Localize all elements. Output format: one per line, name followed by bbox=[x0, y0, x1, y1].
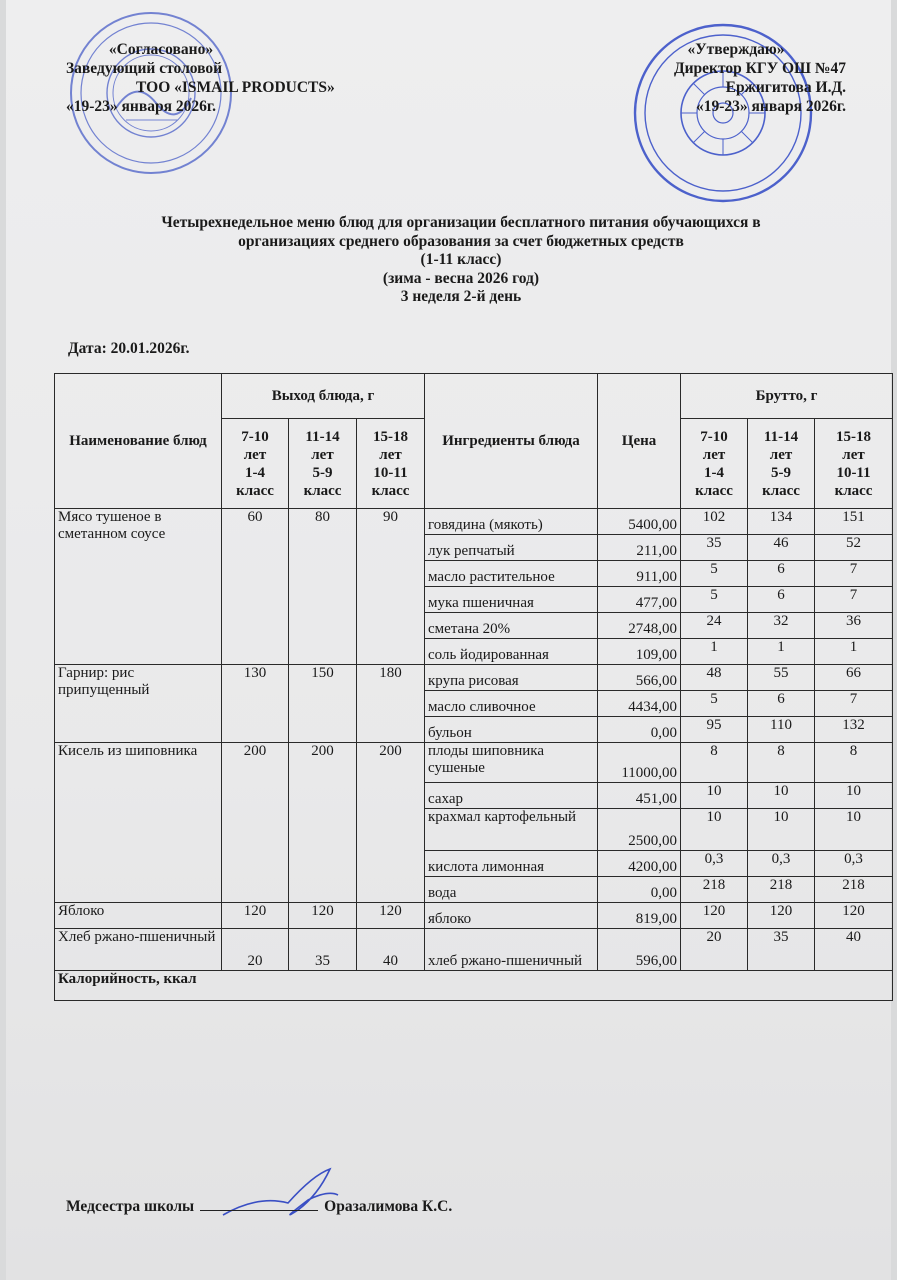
ingredient-gross: 35 bbox=[681, 535, 748, 561]
ingredient-gross: 8 bbox=[748, 743, 815, 783]
approval-left bbox=[66, 40, 335, 116]
ingredient-gross: 151 bbox=[815, 509, 893, 535]
age-age: 7-10 bbox=[700, 428, 728, 445]
ingredient-gross: 218 bbox=[748, 877, 815, 903]
ingredient-gross: 40 bbox=[815, 929, 893, 971]
approval-right-line1: «Утверждаю» bbox=[687, 41, 785, 58]
table-row bbox=[55, 743, 893, 783]
ingredient-gross: 6 bbox=[748, 561, 815, 587]
col-yield-header: Выход блюда, г bbox=[222, 374, 425, 419]
ingredient-price: 109,00 bbox=[598, 639, 681, 665]
ingredient-gross: 8 bbox=[681, 743, 748, 783]
ingredient-price: 4200,00 bbox=[598, 851, 681, 877]
col-price-header: Цена bbox=[598, 374, 681, 509]
ingredient-gross: 110 bbox=[748, 717, 815, 743]
ingredient-gross: 218 bbox=[815, 877, 893, 903]
calories-row bbox=[55, 971, 893, 1001]
approval-right-line2: Директор КГУ ОШ №47 bbox=[673, 60, 846, 77]
age-cls: класс bbox=[834, 482, 873, 499]
dish-name: Гарнир: рис припущенный bbox=[55, 665, 222, 743]
age-unit: лет bbox=[311, 446, 334, 463]
footer-name: Оразалимова К.С. bbox=[324, 1198, 453, 1215]
ingredient-price: 0,00 bbox=[598, 717, 681, 743]
age-unit: лет bbox=[702, 446, 726, 463]
age-cls: класс bbox=[371, 482, 410, 499]
ingredient-gross: 7 bbox=[815, 691, 893, 717]
ingredient-price: 11000,00 bbox=[598, 743, 681, 783]
ingredient-name: плоды шиповника сушеные bbox=[425, 743, 598, 783]
ingredient-name: бульон bbox=[425, 717, 598, 743]
ingredient-gross: 132 bbox=[815, 717, 893, 743]
dish-yield: 35 bbox=[289, 929, 357, 971]
age-unit: лет bbox=[769, 446, 793, 463]
approval-left-line1: «Согласовано» bbox=[108, 41, 214, 58]
ingredient-price: 911,00 bbox=[598, 561, 681, 587]
age-cls: класс bbox=[695, 482, 733, 499]
ingredient-name: хлеб ржано-пшеничный bbox=[425, 929, 598, 971]
ingredient-gross: 10 bbox=[681, 809, 748, 851]
ingredient-name: масло сливочное bbox=[425, 691, 598, 717]
ingredient-price: 451,00 bbox=[598, 783, 681, 809]
ingredient-gross: 32 bbox=[748, 613, 815, 639]
ingredient-name: мука пшеничная bbox=[425, 587, 598, 613]
ingredient-gross: 10 bbox=[815, 783, 893, 809]
age-grade: 10-11 bbox=[373, 464, 408, 481]
ingredient-gross: 36 bbox=[815, 613, 893, 639]
ingredient-price: 0,00 bbox=[598, 877, 681, 903]
ingredient-gross: 10 bbox=[815, 809, 893, 851]
ingredient-name: крахмал картофельный bbox=[425, 809, 598, 851]
dish-yield: 120 bbox=[357, 903, 425, 929]
ingredient-name: масло растительное bbox=[425, 561, 598, 587]
ingredient-gross: 1 bbox=[815, 639, 893, 665]
dish-yield: 180 bbox=[357, 665, 425, 743]
dish-yield: 200 bbox=[289, 743, 357, 903]
table-row bbox=[55, 929, 893, 971]
calories-label: Калорийность, ккал bbox=[55, 971, 893, 1001]
ingredient-name: вода bbox=[425, 877, 598, 903]
dish-yield: 200 bbox=[357, 743, 425, 903]
age-unit: лет bbox=[243, 446, 267, 463]
approval-right bbox=[606, 40, 846, 116]
dish-yield: 80 bbox=[289, 509, 357, 665]
age-cls: класс bbox=[236, 482, 274, 499]
ingredient-gross: 10 bbox=[748, 809, 815, 851]
signature bbox=[218, 1165, 368, 1225]
dish-yield: 90 bbox=[357, 509, 425, 665]
ingredient-name: сметана 20% bbox=[425, 613, 598, 639]
age-unit: лет bbox=[842, 446, 865, 463]
ingredient-gross: 10 bbox=[681, 783, 748, 809]
col-gross-header: Брутто, г bbox=[681, 374, 893, 419]
document-title bbox=[96, 214, 826, 307]
approval-left-line4: «19-23» января 2026г. bbox=[66, 98, 217, 115]
title-line1: Четырехнедельное меню блюд для организации бесплатного питания обучающихся в bbox=[161, 214, 761, 231]
ingredient-gross: 48 bbox=[681, 665, 748, 691]
ingredient-gross: 0,3 bbox=[815, 851, 893, 877]
ingredient-gross: 218 bbox=[681, 877, 748, 903]
ingredient-name: лук репчатый bbox=[425, 535, 598, 561]
ingredient-name: кислота лимонная bbox=[425, 851, 598, 877]
gross-age-header bbox=[748, 419, 815, 509]
ingredient-price: 596,00 bbox=[598, 929, 681, 971]
ingredient-name: яблоко bbox=[425, 903, 598, 929]
ingredient-gross: 120 bbox=[815, 903, 893, 929]
dish-yield: 120 bbox=[289, 903, 357, 929]
ingredient-price: 477,00 bbox=[598, 587, 681, 613]
age-grade: 1-4 bbox=[245, 464, 265, 481]
dish-yield: 20 bbox=[222, 929, 289, 971]
ingredient-name: говядина (мякоть) bbox=[425, 509, 598, 535]
dish-name: Яблоко bbox=[55, 903, 222, 929]
yield-age-header bbox=[289, 419, 357, 509]
table-row bbox=[55, 665, 893, 691]
ingredient-gross: 8 bbox=[815, 743, 893, 783]
title-line2: организациях среднего образования за счет бюджетных средств bbox=[238, 232, 684, 250]
age-age: 15-18 bbox=[836, 428, 872, 445]
ingredient-gross: 66 bbox=[815, 665, 893, 691]
approval-right-line4: «19-23» января 2026г. bbox=[695, 98, 846, 115]
footer-signature-line bbox=[66, 1196, 452, 1216]
age-cls: класс bbox=[303, 482, 342, 499]
ingredient-gross: 5 bbox=[681, 561, 748, 587]
signature-line bbox=[200, 1196, 318, 1211]
approval-right-line3: Ержигитова И.Д. bbox=[725, 79, 846, 96]
ingredient-gross: 134 bbox=[748, 509, 815, 535]
dish-yield: 150 bbox=[289, 665, 357, 743]
gross-age-header bbox=[681, 419, 748, 509]
col-ingredients-header: Ингредиенты блюда bbox=[425, 374, 598, 509]
ingredient-gross: 20 bbox=[681, 929, 748, 971]
title-line3: (1-11 класс) bbox=[420, 251, 502, 269]
ingredient-gross: 0,3 bbox=[748, 851, 815, 877]
approval-left-line3: ТОО «ISMAIL PRODUCTS» bbox=[136, 79, 335, 96]
ingredient-price: 4434,00 bbox=[598, 691, 681, 717]
dish-yield: 40 bbox=[357, 929, 425, 971]
yield-age-header bbox=[222, 419, 289, 509]
col-name-header: Наименование блюд bbox=[55, 374, 222, 509]
footer-role: Медсестра школы bbox=[66, 1198, 195, 1215]
dish-yield: 130 bbox=[222, 665, 289, 743]
ingredient-gross: 0,3 bbox=[681, 851, 748, 877]
ingredient-price: 2500,00 bbox=[598, 809, 681, 851]
age-age: 11-14 bbox=[763, 428, 799, 445]
ingredient-gross: 120 bbox=[681, 903, 748, 929]
age-age: 15-18 bbox=[373, 428, 408, 445]
age-cls: класс bbox=[762, 482, 800, 499]
ingredient-price: 566,00 bbox=[598, 665, 681, 691]
ingredient-gross: 7 bbox=[815, 587, 893, 613]
ingredient-gross: 102 bbox=[681, 509, 748, 535]
ingredient-gross: 35 bbox=[748, 929, 815, 971]
ingredient-gross: 7 bbox=[815, 561, 893, 587]
age-unit: лет bbox=[379, 446, 402, 463]
menu-table bbox=[54, 373, 893, 1001]
title-line4: (зима - весна 2026 год) bbox=[382, 269, 540, 287]
age-grade: 10-11 bbox=[836, 464, 871, 481]
dish-name: Кисель из шиповника bbox=[55, 743, 222, 903]
ingredient-gross: 6 bbox=[748, 691, 815, 717]
ingredient-gross: 10 bbox=[748, 783, 815, 809]
ingredient-gross: 52 bbox=[815, 535, 893, 561]
gross-age-header bbox=[815, 419, 893, 509]
ingredient-gross: 120 bbox=[748, 903, 815, 929]
dish-yield: 200 bbox=[222, 743, 289, 903]
table-row bbox=[55, 509, 893, 535]
ingredient-gross: 5 bbox=[681, 587, 748, 613]
ingredient-gross: 95 bbox=[681, 717, 748, 743]
table-row bbox=[55, 903, 893, 929]
ingredient-price: 211,00 bbox=[598, 535, 681, 561]
ingredient-name: соль йодированная bbox=[425, 639, 598, 665]
ingredient-gross: 6 bbox=[748, 587, 815, 613]
ingredient-gross: 5 bbox=[681, 691, 748, 717]
ingredient-gross: 1 bbox=[681, 639, 748, 665]
age-grade: 1-4 bbox=[704, 464, 725, 481]
age-grade: 5-9 bbox=[312, 464, 333, 481]
age-age: 11-14 bbox=[305, 428, 340, 445]
ingredient-gross: 1 bbox=[748, 639, 815, 665]
ingredient-price: 2748,00 bbox=[598, 613, 681, 639]
yield-age-header bbox=[357, 419, 425, 509]
ingredient-gross: 55 bbox=[748, 665, 815, 691]
dish-yield: 60 bbox=[222, 509, 289, 665]
ingredient-price: 819,00 bbox=[598, 903, 681, 929]
ingredient-name: крупа рисовая bbox=[425, 665, 598, 691]
age-age: 7-10 bbox=[241, 428, 269, 445]
age-grade: 5-9 bbox=[771, 464, 792, 481]
document-sheet bbox=[6, 0, 891, 1280]
dish-yield: 120 bbox=[222, 903, 289, 929]
document-date: Дата: 20.01.2026г. bbox=[68, 340, 190, 357]
approval-left-line2: Заведующий столовой bbox=[66, 60, 223, 77]
ingredient-name: сахар bbox=[425, 783, 598, 809]
title-line5: 3 неделя 2-й день bbox=[400, 288, 522, 306]
ingredient-gross: 46 bbox=[748, 535, 815, 561]
dish-name: Хлеб ржано-пшеничный bbox=[55, 929, 222, 971]
ingredient-price: 5400,00 bbox=[598, 509, 681, 535]
dish-name: Мясо тушеное в сметанном соусе bbox=[55, 509, 222, 665]
ingredient-gross: 24 bbox=[681, 613, 748, 639]
